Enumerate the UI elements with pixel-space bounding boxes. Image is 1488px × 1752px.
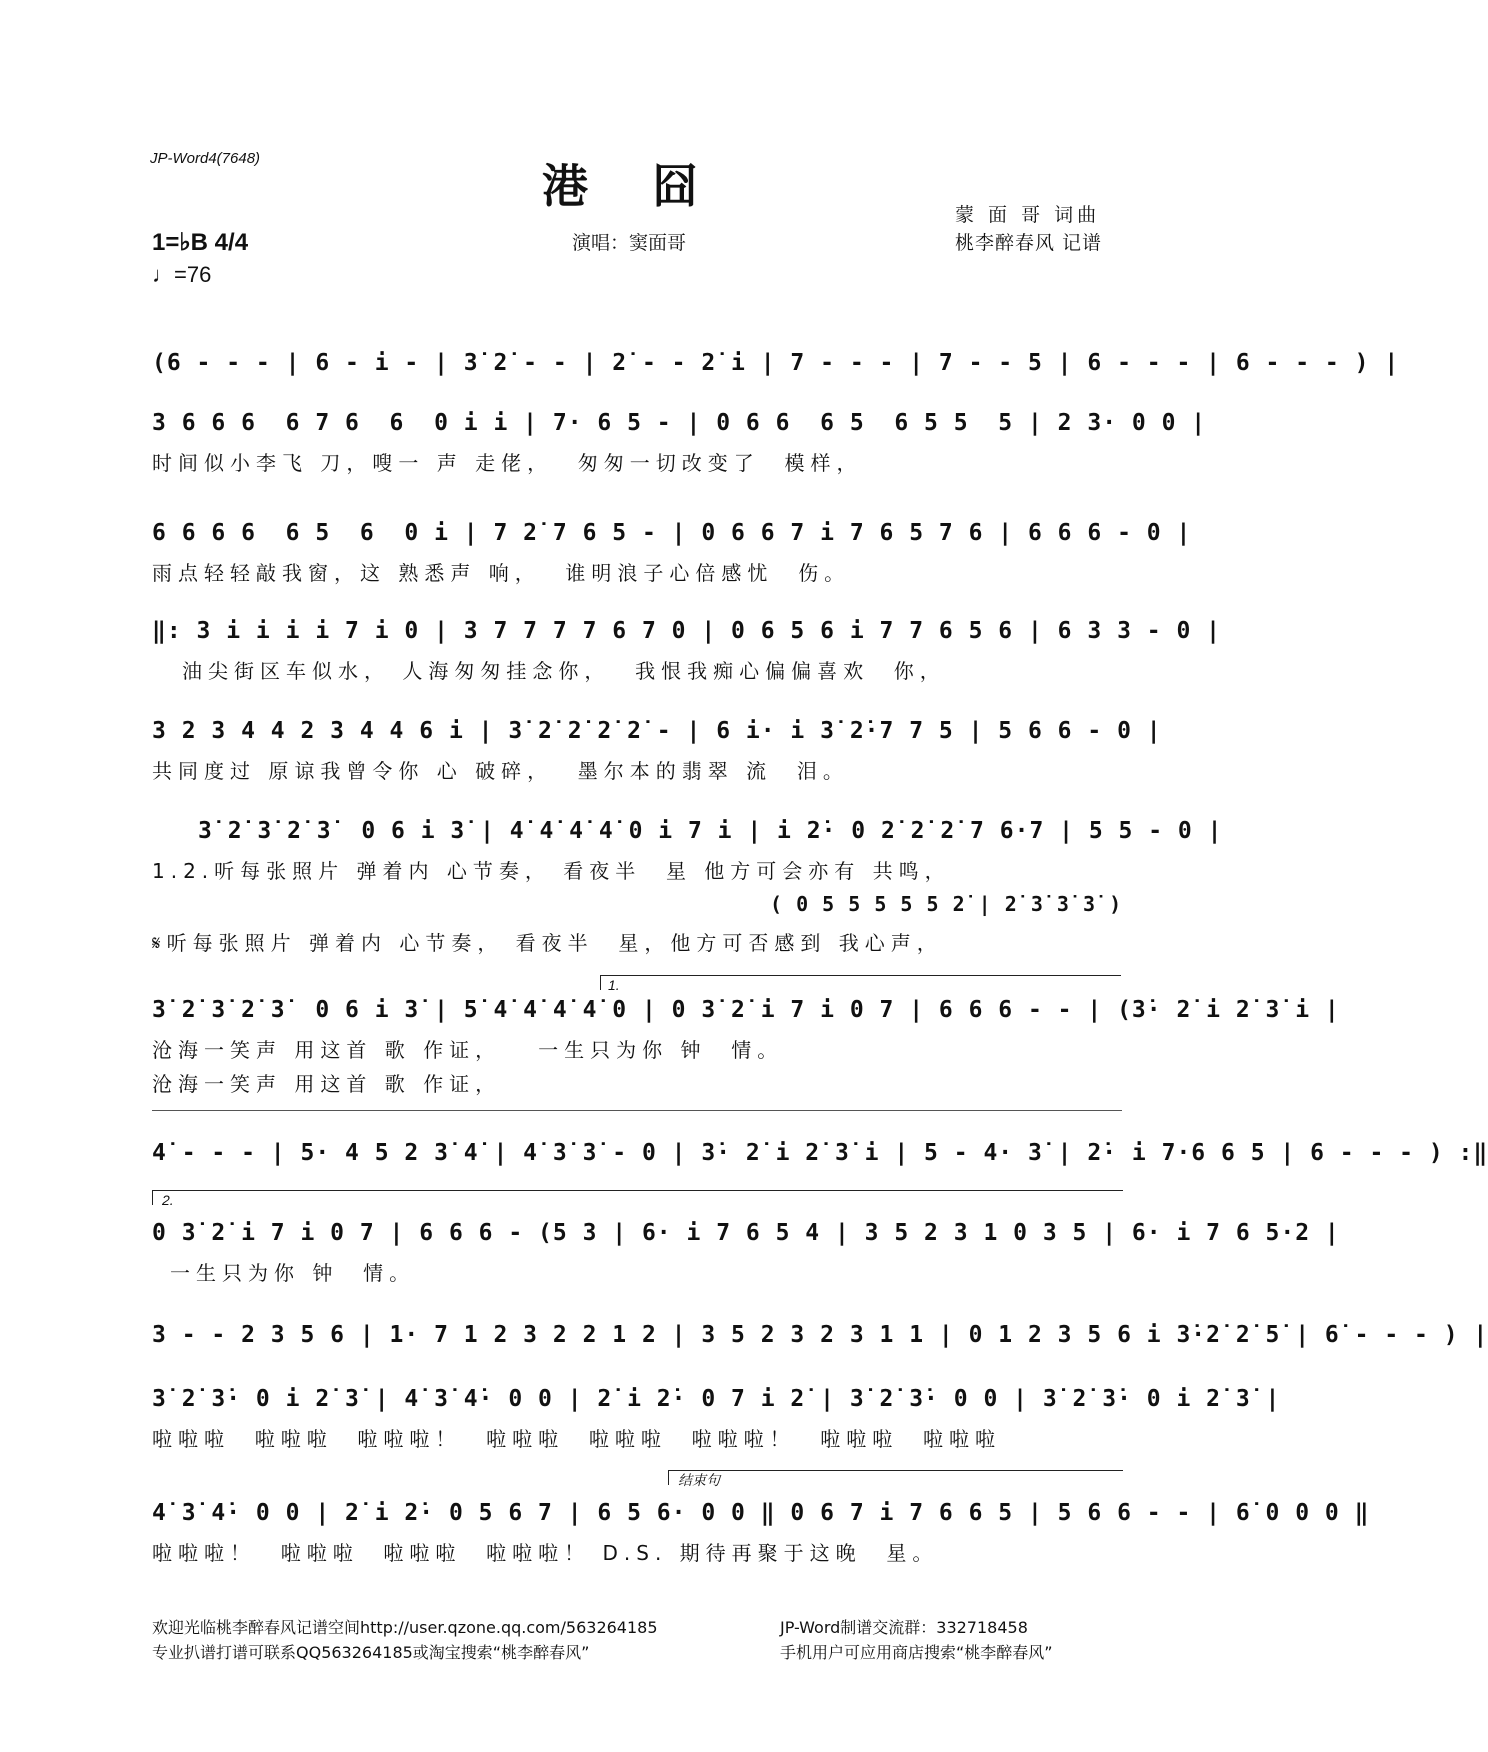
volta2-label: 2. (162, 1192, 174, 1208)
ending-label: 结束句 (678, 1472, 720, 1488)
line6-notes: 3̇ 2̇ 3̇ 2̇ 3̇ 0 6 i 3̇ | 5̇ 4̇ 4̇ 4̇ 4̇ 0 | 0 3̇ 2̇ i 7 i 0 7 | 6 6 6 - - | (3̇· 2̇ i 2̇ 3̇ i | (152, 997, 1340, 1023)
line1-lyrics: 时间似小李飞 刀，嗖一 声 走佬， 匆匆一切改变了 模样， (152, 451, 863, 475)
line4-notes: 3 2 3 4 4 2 3 4 4 6 i | 3̇ 2̇ 2̇ 2̇ 2̇ - | 6 i· i 3̇ 2̇·7 7 5 | 5 6 6 - 0 | (152, 718, 1162, 744)
transcriber-credit: 桃李醉春风 记谱 (955, 232, 1103, 254)
section-divider (152, 1110, 1122, 1111)
volta1-bracket (600, 975, 1121, 990)
line8-lyrics: 一生只为你 钟 情。 (170, 1261, 416, 1285)
footer-app: 手机用户可应用商店搜索“桃李醉春风” (780, 1643, 1053, 1662)
line8-notes: 0 3̇ 2̇ i 7 i 0 7 | 6 6 6 - (5 3 | 6· i 7 6 5 4 | 3 5 2 3 1 0 3 5 | 6· i 7 6 5·2 | (152, 1220, 1340, 1246)
ending-bracket (668, 1470, 1123, 1485)
line5-inner-notes: ( 0 5 5 5 5 5 2̇ | 2̇ 3̇ 3̇ 3̇ ) (770, 892, 1123, 916)
key-signature: 1=♭B 4/4 (152, 229, 249, 256)
line11-notes: 4̇ 3̇ 4̇· 0 0 | 2̇ i 2̇· 0 5 6 7 | 6 5 6· 0 0 ‖ 0 6 7 i 7 6 6 5 | 5 6 6 - - | 6̇ 0 0 0 ‖ (152, 1500, 1370, 1526)
line11-lyrics: 啦啦啦！ 啦啦啦 啦啦啦 啦啦啦！ D.S. 期待再聚于这晚 星。 (152, 1541, 939, 1565)
line2-lyrics: 雨点轻轻敲我窗，这 熟悉声 响， 谁明浪子心倍感忧 伤。 (152, 561, 851, 585)
line5-notes: 3̇ 2̇ 3̇ 2̇ 3̇ 0 6 i 3̇ | 4̇ 4̇ 4̇ 4̇ 0 i 7 i | i 2̇· 0 2̇ 2̇ 2̇ 7 6·7 | 5 5 - 0 | (198, 818, 1223, 844)
software-label: JP-Word4(7648) (150, 150, 261, 167)
footer-group: JP-Word制谱交流群：332718458 (780, 1618, 1028, 1637)
line3-notes: ‖: 3 i i i i 7 i 0 | 3 7 7 7 7 6 7 0 | 0 6 5 6 i 7 7 6 5 6 | 6 3 3 - 0 | (152, 618, 1221, 644)
line4-lyrics: 共同度过 原谅我曾令你 心 破碎， 墨尔本的翡翠 流 泪。 (152, 759, 849, 783)
volta2-bracket (152, 1190, 1123, 1205)
line9-notes: 3 - - 2 3 5 6 | 1· 7 1 2 3 2 2 1 2 | 3 5 2 3 2 3 1 1 | 0 1 2 3 5 6 i 3̇·2̇ 2̇ 5̇ | 6̇ - - - ) | (152, 1322, 1488, 1348)
line5-lyrics-verse2: 𝄋听每张照片 弹着内 心节奏， 看夜半 星，他方可否感到 我心声， (152, 931, 943, 955)
line10-notes: 3̇ 2̇ 3̇· 0 i 2̇ 3̇ | 4̇ 3̇ 4̇· 0 0 | 2̇ i 2̇· 0 7 i 2̇ | 3̇ 2̇ 3̇· 0 0 | 3̇ 2̇ 3̇· 0 i 2̇ 3̇ | (152, 1386, 1281, 1412)
singer-credit: 演唱：窦面哥 (572, 232, 687, 254)
footer-contact: 专业扒谱打谱可联系QQ563264185或淘宝搜索“桃李醉春风” (152, 1643, 590, 1662)
line10-lyrics: 啦啦啦 啦啦啦 啦啦啦！ 啦啦啦 啦啦啦 啦啦啦！ 啦啦啦 啦啦啦 (152, 1427, 1002, 1451)
line2-notes: 6 6 6 6 6 5 6 0 i | 7 2̇ 7 6 5 - | 0 6 6 7 i 7 6 5 7 6 | 6 6 6 - 0 | (152, 520, 1192, 546)
line1-notes: 3 6 6 6 6 7 6 6 0 i i | 7· 6 5 - | 0 6 6 6 5 6 5 5 5 | 2 3· 0 0 | (152, 410, 1207, 436)
line3-lyrics: 油尖街区车似水， 人海匆匆挂念你， 我恨我痴心偏偏喜欢 你， (182, 659, 946, 683)
line5-lyrics-verse1: 1.2.听每张照片 弹着内 心节奏， 看夜半 星 他方可会亦有 共鸣， (152, 859, 951, 883)
line6-lyrics-verse2: 沧海一笑声 用这首 歌 作证， (152, 1072, 502, 1096)
tempo-marking: ♩=76 (152, 262, 212, 287)
line6-lyrics-verse1: 沧海一笑声 用这首 歌 作证， 一生只为你 钟 情。 (152, 1038, 784, 1062)
song-title: 港囧 (542, 159, 762, 213)
footer-website: 欢迎光临桃李醉春风记谱空间http://user.qzone.qq.com/563264185 (152, 1618, 658, 1637)
intro-notes: (6 - - - | 6 - i - | 3̇ 2̇ - - | 2̇ - - 2̇ i | 7 - - - | 7 - - 5 | 6 - - - | 6 - - - ) | (152, 350, 1400, 376)
composer-credit: 蒙 面 哥 词曲 (955, 204, 1101, 226)
line7-notes: 4̇ - - - | 5· 4 5 2 3̇ 4̇ | 4̇ 3̇ 3̇ - 0 | 3̇· 2̇ i 2̇ 3̇ i | 5 - 4· 3̇ | 2̇· i 7·6 6 5 | 6 - - - ) :‖ (152, 1140, 1488, 1166)
volta1-label: 1. (608, 977, 620, 993)
